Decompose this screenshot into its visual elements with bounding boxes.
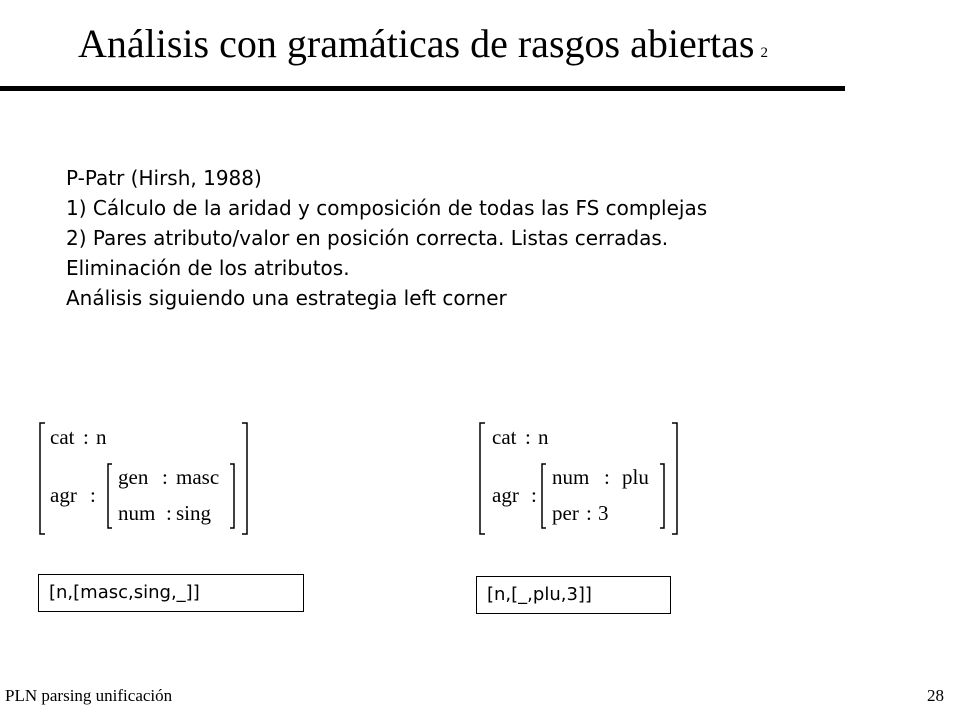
svg-text::: : [83, 425, 89, 449]
list-encoding-box-right: [n,[_,plu,3]] [476, 576, 671, 614]
slide-title-text: Análisis con gramáticas de rasgos abiertas [78, 21, 755, 66]
feature-structure-left [36, 420, 256, 538]
inner-bracket-right [660, 464, 664, 528]
inner-attribute: gen [118, 465, 149, 489]
footer-course-label: PLN parsing unificación [5, 686, 173, 705]
svg-text::: : [604, 465, 610, 489]
svg-text::: : [90, 483, 96, 507]
svg-text::: : [525, 425, 531, 449]
inner-bracket-right [230, 464, 234, 528]
slide-title [78, 20, 768, 67]
svg-text::: : [586, 501, 592, 525]
inner-attribute: num [552, 465, 590, 489]
body-line: 1) Cálculo de la aridad y composición de todas las FS complejas [66, 196, 708, 220]
inner-attribute: num [118, 501, 156, 525]
inner-attribute: per [552, 501, 579, 525]
outer-bracket-right [242, 423, 247, 534]
body-line: 2) Pares atributo/valor en posición correcta. Listas cerradas. [66, 226, 669, 250]
inner-value: masc [176, 465, 220, 489]
svg-text::: : [531, 483, 537, 507]
body-line: P-Patr (Hirsh, 1988) [66, 166, 262, 190]
cat-attribute: cat [50, 425, 75, 449]
agr-attribute: agr [50, 483, 77, 507]
feature-structure-right [474, 420, 694, 538]
cat-value: n [538, 425, 549, 449]
slide-title-subscript: 2 [760, 45, 768, 61]
agr-attribute: agr [492, 483, 519, 507]
cat-attribute: cat [492, 425, 517, 449]
svg-text::: : [166, 501, 172, 525]
outer-bracket-left [480, 423, 485, 534]
cat-value: n [96, 425, 107, 449]
inner-value: plu [622, 465, 649, 489]
svg-text::: : [162, 465, 168, 489]
outer-bracket-left [40, 423, 45, 534]
inner-bracket-left [542, 464, 546, 528]
body-line: Eliminación de los atributos. [66, 256, 350, 280]
outer-bracket-right [672, 423, 677, 534]
title-underline [0, 86, 845, 91]
body-line: Análisis siguiendo una estrategia left corner [66, 286, 507, 310]
inner-value: 3 [598, 501, 609, 525]
list-encoding-box-left: [n,[masc,sing,_]] [38, 574, 304, 612]
body-text [66, 163, 707, 313]
inner-bracket-left [108, 464, 112, 528]
footer-page-number: 28 [927, 686, 944, 705]
inner-value: sing [176, 501, 212, 525]
